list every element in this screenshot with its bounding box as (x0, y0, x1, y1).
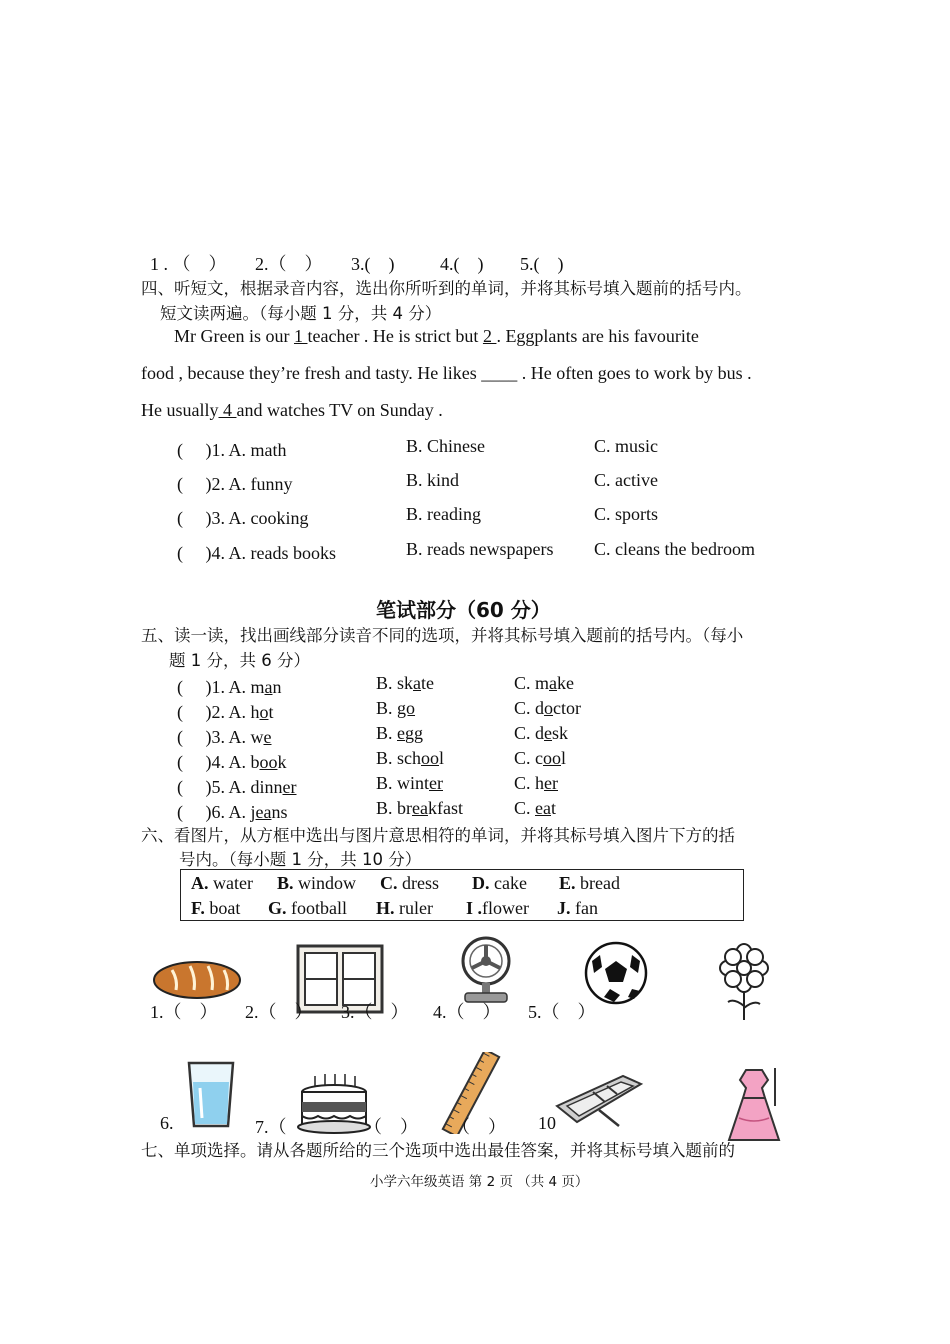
passage-line-2: food , because they’re fresh and tasty. He likes ____ . He often goes to work by bus . (141, 363, 752, 383)
passage-line-1: Mr Green is our 1 teacher . He is strict but 2 . Eggplants are his favourite (174, 326, 699, 346)
flower-icon (713, 942, 775, 1022)
picture-answer-10: 10 (538, 1113, 556, 1133)
s5-option-n: ( )1. A. man (177, 677, 282, 697)
passage-line-3: He usually 4 and watches TV on Sunday . (141, 400, 443, 420)
picture-answer-5: 5.（ ） (528, 1002, 596, 1022)
top-answer-2: 2.（ ） (255, 254, 323, 274)
top-answer-4: 4.( ) (440, 254, 484, 274)
s5-option-b: B. egg (376, 723, 424, 743)
section4-heading: 四、听短文，根据录音内容，选出你所听到的单词，并将其标号填入题前的括号内。 (141, 279, 752, 298)
s5-option-n: ( )4. A. book (177, 752, 287, 772)
s5-option-b: B. go (376, 698, 416, 718)
picture-answer-7: 7.（ (255, 1117, 287, 1137)
picture-answer-2: 2.（ ） (245, 1002, 313, 1022)
picture-answer-4: 4.（ ） (433, 1002, 501, 1022)
blank-2: 2 (482, 326, 497, 346)
page-footer: 小学六年级英语 第 2 页 （共 4 页） (370, 1174, 589, 1190)
word-box (180, 869, 744, 921)
picture-answer-8: （ ） (364, 1117, 418, 1137)
section7-heading: 七、单项选择。请从各题所给的三个选项中选出最佳答案，并将其标号填入题前的 (141, 1141, 735, 1160)
section4-heading-2: 短文读两遍。（每小题 1 分，共 4 分） (160, 304, 442, 323)
s5-option-b: B. school (376, 748, 445, 768)
picture-answer-6: 6. (160, 1113, 174, 1133)
s5-option-b: B. skate (376, 673, 435, 693)
picture-answer-9: （ ） (452, 1117, 506, 1137)
section5-heading-2: 题 1 分，共 6 分） (169, 651, 310, 670)
picture-answer-3: 3.（ ） (341, 1002, 409, 1022)
section6-heading: 六、看图片，从方框中选出与图片意思相符的单词，并将其标号填入图片下方的括 (141, 826, 735, 845)
bread-icon (152, 958, 242, 1000)
dress-icon (727, 1066, 781, 1144)
section6-heading-2: 号内。（每小题 1 分，共 10 分） (179, 850, 422, 869)
water-glass-icon (186, 1060, 236, 1130)
s5-option-c: C. cool (514, 748, 567, 768)
s5-option-b: B. winter (376, 773, 443, 793)
cake-icon (297, 1072, 371, 1134)
top-answer-3: 3.( ) (351, 254, 395, 274)
s5-option-n: ( )5. A. dinner (177, 777, 297, 797)
top-answer-1: 1 . （ ） (150, 254, 227, 274)
blank-1: 1 (293, 326, 308, 346)
blank-3: ____ (481, 363, 518, 383)
football-icon (584, 941, 648, 1005)
written-part-title: 笔试部分（60 分） (376, 598, 551, 622)
s5-option-c: C. doctor (514, 698, 581, 718)
boat-icon (553, 1070, 645, 1128)
fan-icon (455, 935, 517, 1005)
s5-option-b: B. breakfast (376, 798, 463, 818)
blank-4: 4 (218, 400, 237, 420)
picture-answer-1: 1.（ ） (150, 1002, 218, 1022)
s5-option-n: ( )3. A. we (177, 727, 272, 747)
s5-option-c: C. eat (514, 798, 557, 818)
section5-heading: 五、读一读，找出画线部分读音不同的选项，并将其标号填入题前的括号内。（每小 (141, 626, 744, 645)
s5-option-n: ( )6. A. jeans (177, 802, 288, 822)
s5-option-c: C. her (514, 773, 558, 793)
s5-option-c: C. make (514, 673, 575, 693)
top-answer-5: 5.( ) (520, 254, 564, 274)
s5-option-c: C. desk (514, 723, 569, 743)
s5-option-n: ( )2. A. hot (177, 702, 274, 722)
